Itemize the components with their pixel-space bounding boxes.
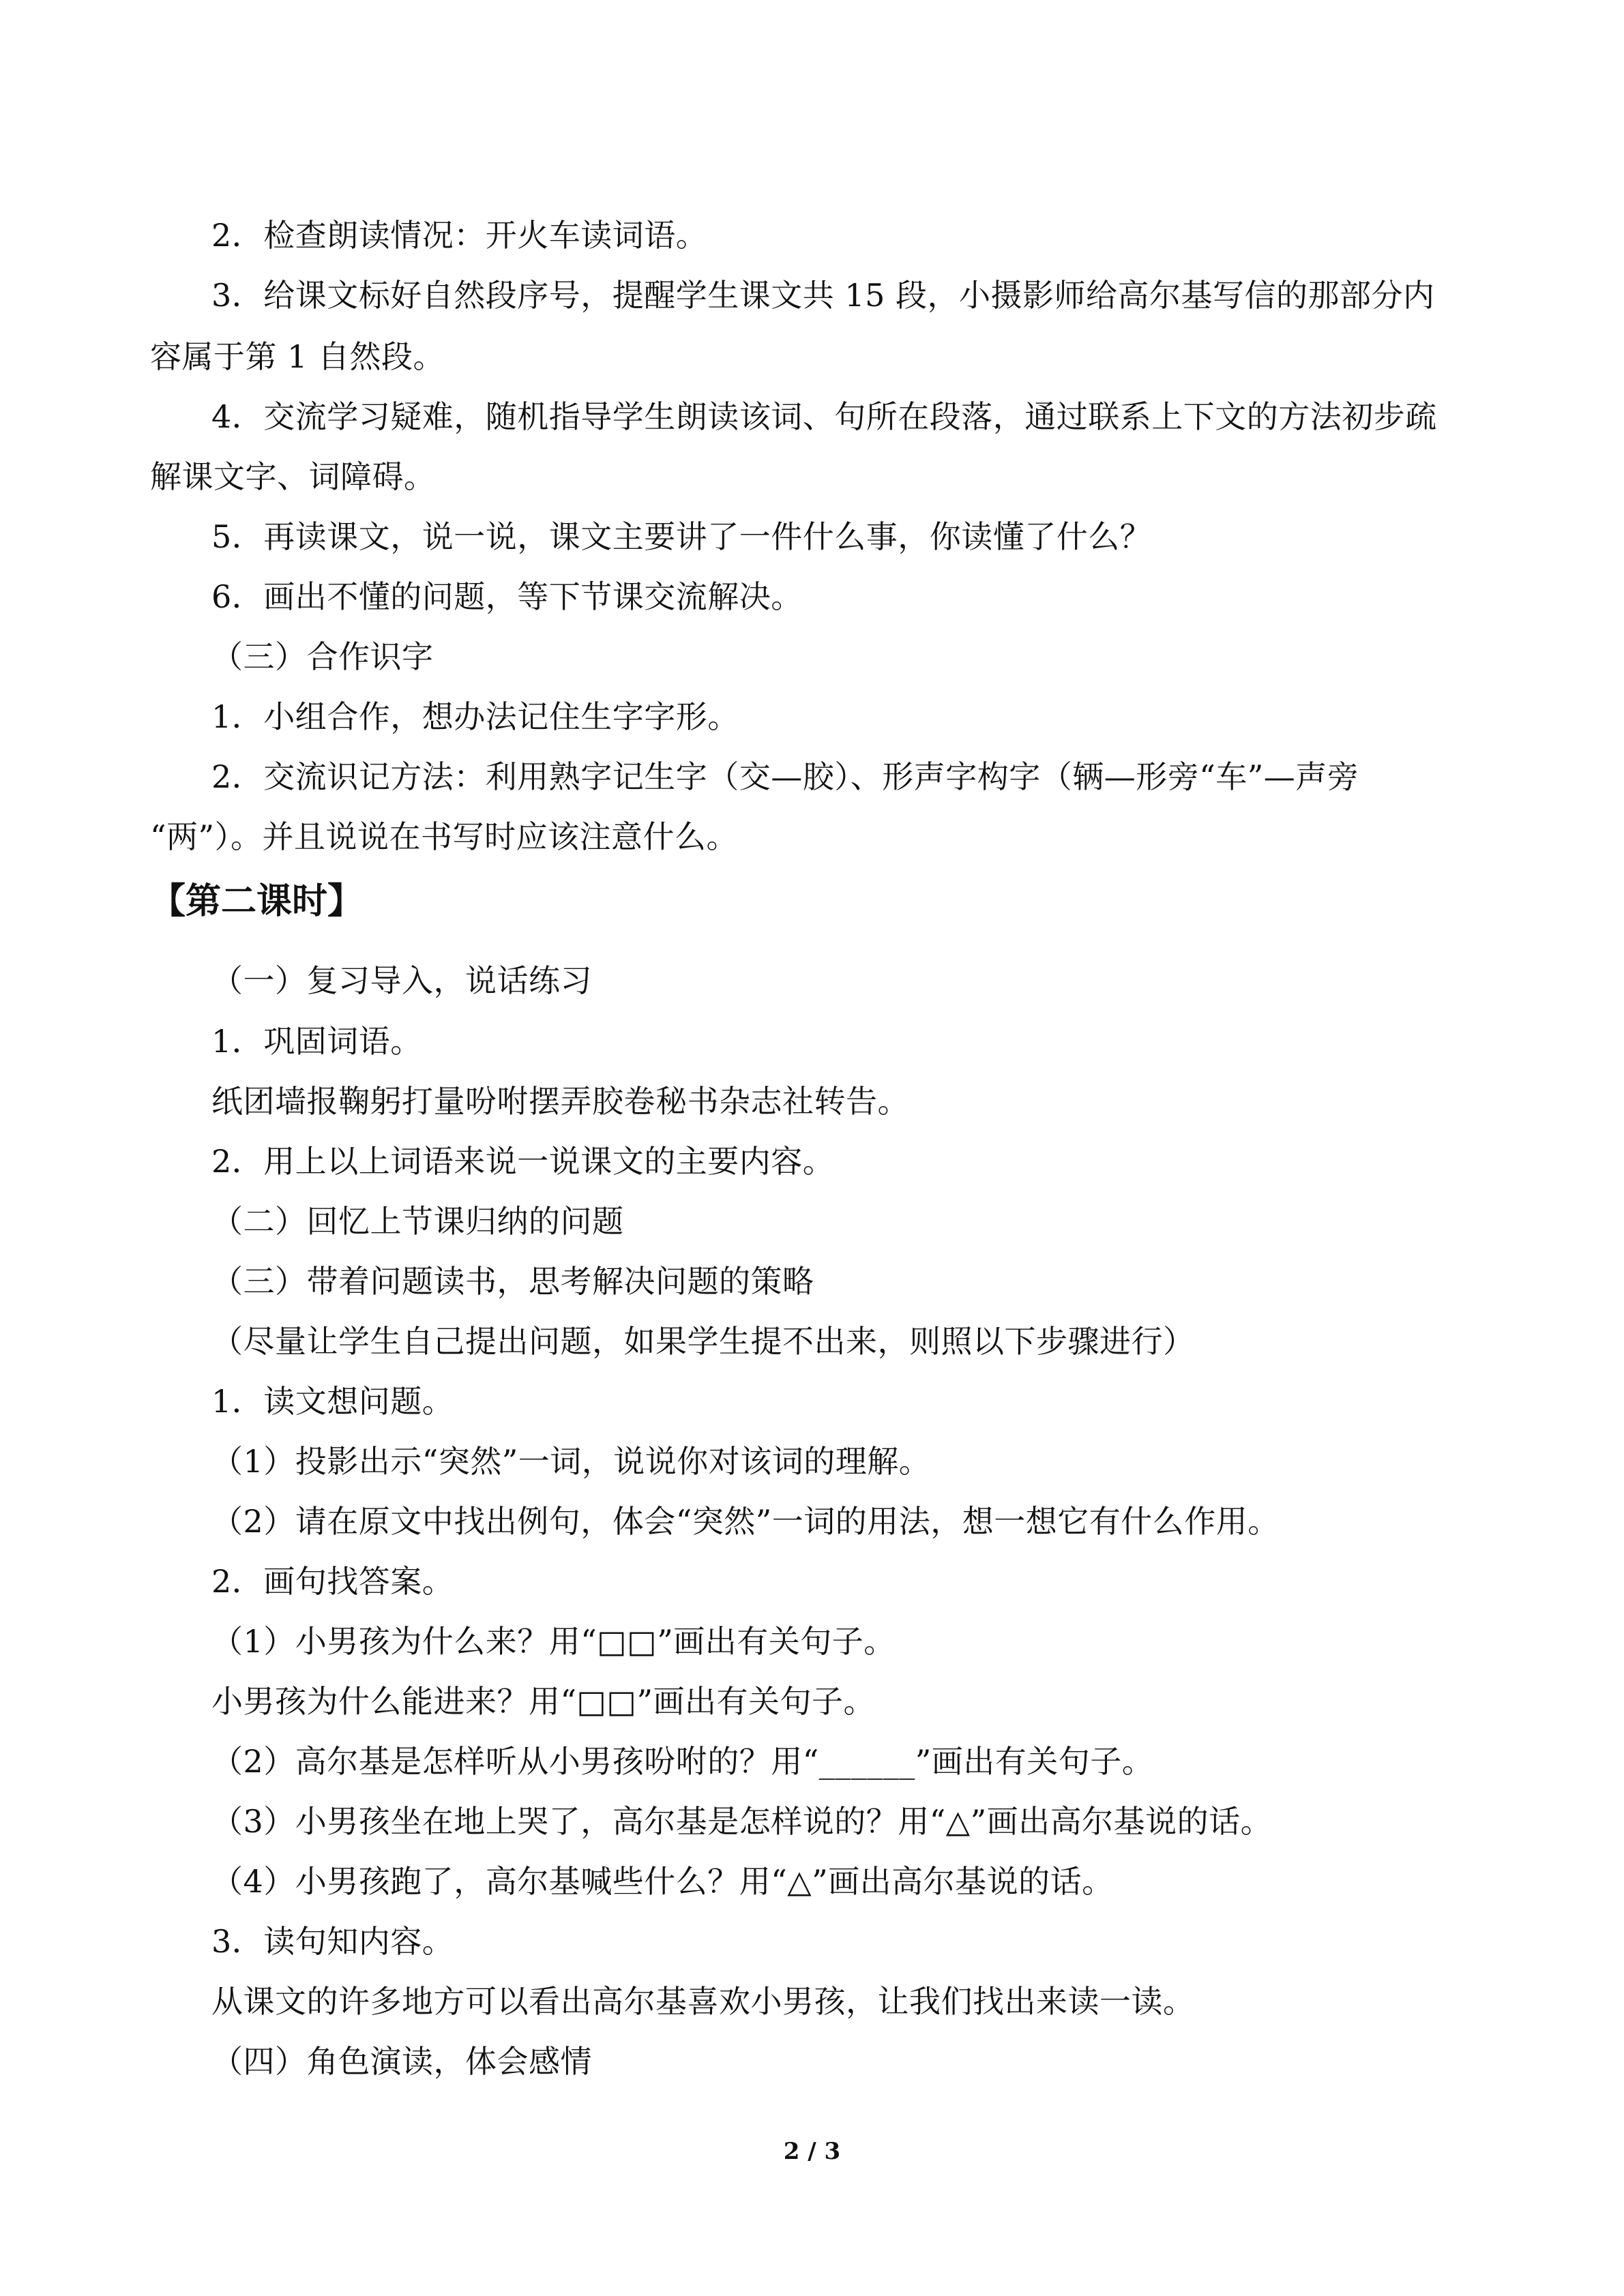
paragraph-line: 2．检查朗读情况：开火车读词语。 [211,217,708,254]
paragraph-line: 3．读句知内容。 [211,1923,454,1960]
paragraph-line: （三）带着问题读书，思考解决问题的策略 [211,1263,814,1300]
paragraph-line: （二）回忆上节课归纳的问题 [211,1203,624,1240]
paragraph-line: （三）合作识字 [211,638,434,675]
paragraph-line: 1．读文想问题。 [211,1383,454,1420]
paragraph-line: 6．画出不懂的问题，等下节课交流解决。 [211,578,803,615]
paragraph-line: 小男孩为什么能进来？用“□□”画出有关句子。 [211,1683,875,1720]
paragraph-line: 1．巩固词语。 [211,1023,422,1060]
section-heading: 【第二课时】 [150,880,364,922]
paragraph-line: 从课文的许多地方可以看出高尔基喜欢小男孩，让我们找出来读一读。 [211,1983,1195,2020]
paragraph-line: （2）请在原文中找出例句，体会“突然”一词的用法，想一想它有什么作用。 [211,1503,1280,1540]
paragraph-line: （2）高尔基是怎样听从小男孩吩咐的？用“______”画出有关句子。 [211,1743,1154,1780]
paragraph-line: （1）投影出示“突然”一词，说说你对该词的理解。 [211,1443,931,1480]
paragraph-line: （一）复习导入，说话练习 [211,962,592,999]
paragraph-line: 容属于第 1 自然段。 [150,338,445,375]
paragraph-line: （尽量让学生自己提出问题，如果学生提不出来，则照以下步骤进行） [211,1323,1195,1360]
paragraph-line: 2．用上以上词语来说一说课文的主要内容。 [211,1143,835,1180]
paragraph-line: 2．交流识记方法：利用熟字记生字（交—胶）、形声字构字（辆—形旁“车”—声旁 [211,758,1359,795]
paragraph-line: （1）小男孩为什么来？用“□□”画出有关句子。 [211,1623,896,1660]
page-number: 2 / 3 [783,2138,841,2165]
paragraph-line: “两”）。并且说说在书写时应该注意什么。 [150,818,739,855]
paragraph-line: （4）小男孩跑了，高尔基喊些什么？用“△”画出高尔基说的话。 [211,1863,1114,1900]
paragraph-line: 1．小组合作，想办法记住生字字形。 [211,698,739,735]
paragraph-line: 4．交流学习疑难，随机指导学生朗读该词、句所在段落，通过联系上下文的方法初步疏 [211,398,1437,435]
paragraph-line: （3）小男孩坐在地上哭了，高尔基是怎样说的？用“△”画出高尔基说的话。 [211,1803,1273,1840]
paragraph-line: 2．画句找答案。 [211,1563,454,1600]
paragraph-line: 纸团墙报鞠躬打量吩咐摆弄胶卷秘书杂志社转告。 [211,1083,909,1120]
paragraph-line: （四）角色演读，体会感情 [211,2043,592,2080]
paragraph-line: 解课文字、词障碍。 [150,458,436,495]
paragraph-line: 3．给课文标好自然段序号，提醒学生课文共 15 段，小摄影师给高尔基写信的那部分内 [211,277,1435,314]
paragraph-line: 5．再读课文，说一说，课文主要讲了一件什么事，你读懂了什么？ [211,518,1152,555]
